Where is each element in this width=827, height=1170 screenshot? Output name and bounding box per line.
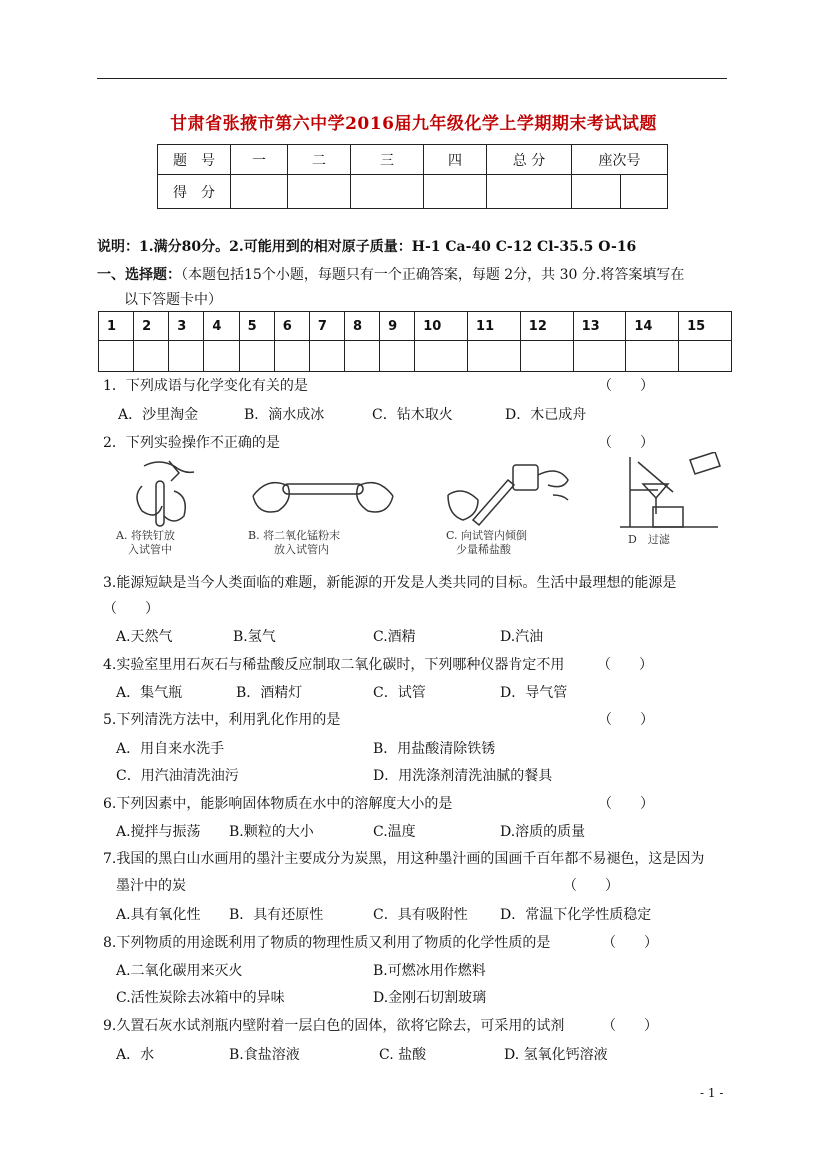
question-7-stem: 7.我国的黑白山水画用的墨汁主要成分为炭黑，用这种墨汁画的国画千百年都不易褪色，这是因为 [103, 851, 705, 867]
answer-blank-cell[interactable] [309, 341, 344, 372]
score-header-cell: 题 号 [158, 145, 231, 175]
question-5-stem: 5.下列清洗方法中，利用乳化作用的是 [103, 712, 341, 728]
answer-blank-cell[interactable] [239, 341, 274, 372]
answer-number-cell: 4 [204, 312, 239, 341]
answer-number-cell: 15 [679, 312, 732, 341]
section-title: 一、选择题： [97, 267, 181, 283]
answer-number-cell: 12 [520, 312, 573, 341]
option-b[interactable]: B．具有还原性 [229, 907, 324, 923]
option-c[interactable]: C.酒精 [373, 629, 416, 645]
section-desc-cont: 以下答题卡中） [124, 292, 222, 308]
score-header-cell: 总 分 [487, 145, 572, 175]
caption-b-line1: B. 将二氧化锰粉末 [248, 529, 341, 542]
answer-paren[interactable]: （ ） [597, 657, 653, 673]
option-a[interactable]: A．沙里淘金 [118, 407, 199, 423]
score-cell[interactable] [288, 175, 351, 209]
question-1-stem: 1．下列成语与化学变化有关的是 [103, 378, 308, 394]
option-b[interactable]: B.食盐溶液 [229, 1047, 300, 1063]
answer-paren[interactable]: （ ） [602, 935, 658, 951]
score-cell[interactable] [621, 175, 668, 209]
answer-blank-cell[interactable] [204, 341, 239, 372]
answer-blank-cell[interactable] [344, 341, 379, 372]
option-a[interactable]: A．用自来水洗手 [116, 741, 225, 757]
answer-paren[interactable]: （ ） [598, 435, 654, 451]
answer-number-cell: 3 [169, 312, 204, 341]
score-header-cell: 二 [288, 145, 351, 175]
option-c[interactable]: C．钻木取火 [372, 407, 453, 423]
score-cell[interactable] [351, 175, 424, 209]
answer-paren[interactable]: （ ） [563, 878, 619, 894]
question-9-stem: 9.久置石灰水试剂瓶内壁附着一层白色的固体，欲将它除去，可采用的试剂 [103, 1018, 565, 1034]
option-c[interactable]: C．具有吸附性 [373, 907, 468, 923]
answer-blank-cell[interactable] [99, 341, 134, 372]
option-b[interactable]: B.可燃冰用作燃料 [373, 963, 486, 979]
option-d[interactable]: D．用洗涤剂清洗油腻的餐具 [373, 768, 553, 784]
answer-blank-cell[interactable] [169, 341, 204, 372]
answer-number-cell: 2 [134, 312, 169, 341]
answer-paren[interactable]: （ ） [598, 796, 654, 812]
answer-blank-cell[interactable] [679, 341, 732, 372]
score-table [157, 144, 668, 209]
option-a[interactable]: A．集气瓶 [116, 685, 183, 701]
answer-number-cell: 7 [309, 312, 344, 341]
answer-number-cell: 11 [468, 312, 521, 341]
answer-number-cell: 6 [274, 312, 309, 341]
experiment-b-illustration [243, 466, 403, 526]
score-cell[interactable] [424, 175, 487, 209]
option-c[interactable]: C．试管 [373, 685, 426, 701]
score-header-cell: 三 [351, 145, 424, 175]
answer-table [98, 311, 732, 372]
question-7-stem-cont: 墨汁中的炭 [116, 878, 186, 894]
answer-paren[interactable]: （ ） [103, 601, 159, 617]
answer-blank-cell[interactable] [274, 341, 309, 372]
score-cell[interactable] [572, 175, 621, 209]
answer-number-cell: 9 [380, 312, 415, 341]
question-3-stem: 3.能源短缺是当今人类面临的难题，新能源的开发是人类共同的目标。生活中最理想的能源是 [103, 575, 677, 591]
option-a[interactable]: A.天然气 [116, 629, 173, 645]
answer-paren[interactable]: （ ） [598, 378, 654, 394]
option-b[interactable]: B．滴水成冰 [244, 407, 325, 423]
score-cell[interactable] [487, 175, 572, 209]
option-b[interactable]: B．用盐酸清除铁锈 [373, 741, 496, 757]
answer-number-cell: 8 [344, 312, 379, 341]
caption-a-line1: A. 将铁钉放 [116, 529, 175, 542]
option-d[interactable]: D. 氢氧化钙溶液 [504, 1047, 608, 1063]
option-a[interactable]: A.搅拌与振荡 [116, 824, 201, 840]
option-a[interactable]: A.具有氧化性 [116, 907, 201, 923]
score-header-cell: 一 [231, 145, 288, 175]
section-desc: （本题包括15个小题，每题只有一个正确答案，每题 2分，共 30 分.将答案填写在 [181, 267, 685, 283]
experiment-a-illustration [114, 456, 224, 531]
answer-number-cell: 10 [415, 312, 468, 341]
header-rule [97, 78, 727, 79]
answer-blank-cell[interactable] [626, 341, 679, 372]
answer-blank-cell[interactable] [468, 341, 521, 372]
score-row-label: 得 分 [158, 175, 231, 209]
answer-blank-cell[interactable] [573, 341, 626, 372]
answer-blank-cell[interactable] [380, 341, 415, 372]
option-c[interactable]: C. 盐酸 [379, 1047, 427, 1063]
question-2-stem: 2．下列实验操作不正确的是 [103, 435, 280, 451]
option-a[interactable]: A.二氧化碳用来灭火 [116, 963, 243, 979]
option-c[interactable]: C．用汽油清洗油污 [116, 768, 239, 784]
question-6-stem: 6.下列因素中，能影响固体物质在水中的溶解度大小的是 [103, 796, 453, 812]
score-header-cell: 座次号 [572, 145, 668, 175]
score-cell[interactable] [231, 175, 288, 209]
answer-number-cell: 5 [239, 312, 274, 341]
instructions-note: 说明：1.满分80分。2.可能用到的相对原子质量：H-1 Ca-40 C-12 Cl-35.5 O-16 [97, 239, 637, 255]
option-d[interactable]: D.汽油 [500, 629, 544, 645]
question-8-stem: 8.下列物质的用途既利用了物质的物理性质又利用了物质的化学性质的是 [103, 935, 551, 951]
experiment-c-illustration [443, 455, 593, 530]
answer-table-numbers [99, 312, 732, 341]
answer-number-cell: 1 [99, 312, 134, 341]
section-heading [97, 264, 684, 284]
option-b[interactable]: B．酒精灯 [236, 685, 303, 701]
score-header-cell: 四 [424, 145, 487, 175]
answer-paren[interactable]: （ ） [602, 1018, 658, 1034]
caption-b-line2: 放入试管内 [274, 543, 329, 556]
answer-table-blanks [99, 341, 732, 372]
option-a[interactable]: A．水 [116, 1047, 155, 1063]
option-c[interactable]: C.温度 [373, 824, 416, 840]
caption-a-line2: 入试管中 [128, 543, 172, 556]
answer-blank-cell[interactable] [520, 341, 573, 372]
answer-number-cell: 13 [573, 312, 626, 341]
option-d[interactable]: D.金刚石切割玻璃 [373, 990, 487, 1006]
page-number: - 1 - [700, 1086, 724, 1100]
answer-number-cell: 14 [626, 312, 679, 341]
caption-d: D 过滤 [628, 533, 670, 546]
answer-blank-cell[interactable] [134, 341, 169, 372]
option-d[interactable]: D．木已成舟 [505, 407, 587, 423]
question-4-stem: 4.实验室里用石灰石与稀盐酸反应制取二氧化碳时，下列哪种仪器肯定不用 [103, 657, 565, 673]
caption-c-line2: 少量稀盐酸 [456, 543, 511, 556]
answer-blank-cell[interactable] [415, 341, 468, 372]
option-b[interactable]: B.颗粒的大小 [229, 824, 314, 840]
option-b[interactable]: B.氢气 [233, 629, 276, 645]
option-d[interactable]: D.溶质的质量 [500, 824, 586, 840]
answer-paren[interactable]: （ ） [598, 712, 654, 728]
option-c[interactable]: C.活性炭除去冰箱中的异味 [116, 990, 285, 1006]
option-d[interactable]: D．常温下化学性质稳定 [500, 907, 652, 923]
option-d[interactable]: D．导气管 [500, 685, 568, 701]
caption-c-line1: C. 向试管内倾倒 [446, 529, 528, 542]
experiment-d-filtration-illustration [618, 452, 728, 532]
page-title: 甘肃省张掖市第六中学2016届九年级化学上学期期末考试试题 [170, 114, 657, 134]
